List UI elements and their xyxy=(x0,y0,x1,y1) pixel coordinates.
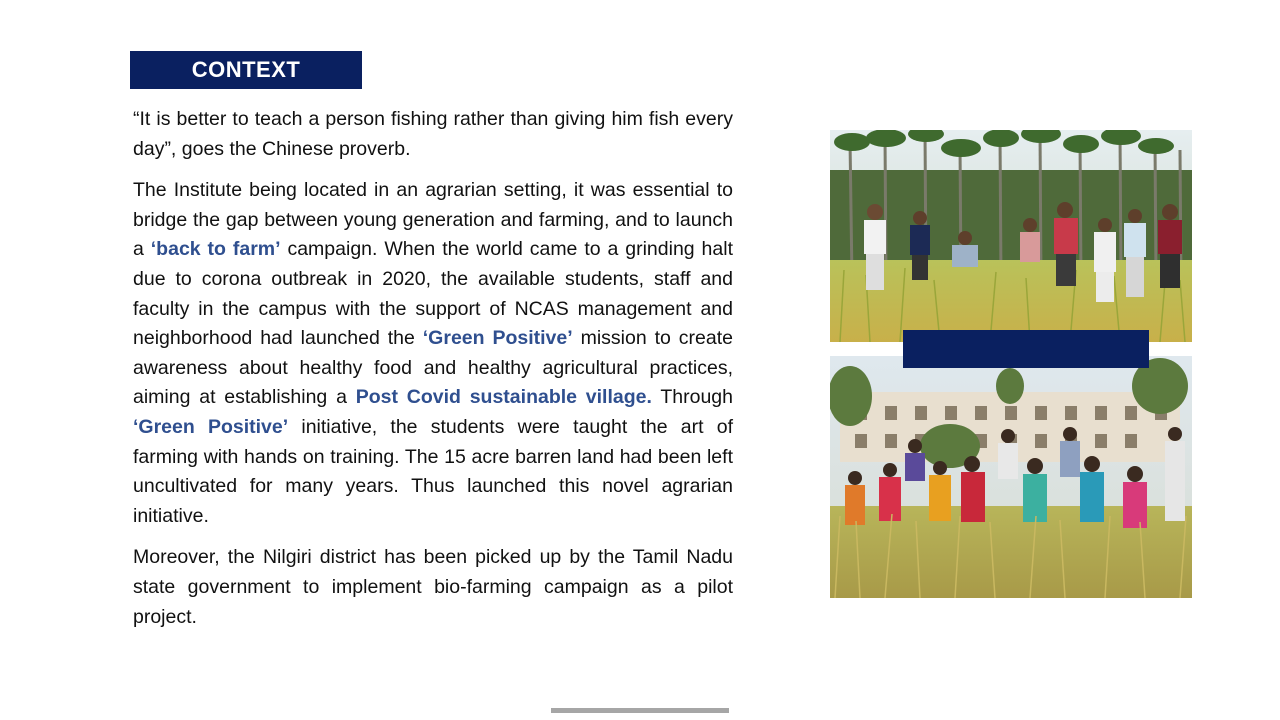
harvest-students-illustration xyxy=(830,356,1192,598)
highlight-post-covid-village: Post Covid sustainable village. xyxy=(355,386,652,409)
field-visit-illustration xyxy=(830,130,1192,342)
highlight-green-positive: ‘Green Positive’ xyxy=(422,327,573,350)
paragraph-proverb: “It is better to teach a person fishing rather than giving him fish every day”, goes the Chinese proverb. xyxy=(133,108,733,160)
text-run: campaign. When the world came to a grinding halt due to corona outbreak in 2020, the available students, staff and faculty in the campus with the support of NCAS management and neighborhood had launched the xyxy=(133,238,733,350)
photo-field-visit xyxy=(830,130,1192,342)
bottom-divider xyxy=(551,708,729,713)
photo-harvest-students xyxy=(830,356,1192,598)
paragraph-nilgiri: Moreover, the Nilgiri district has been picked up by the Tamil Nadu state government to implement bio-farming campaign as a pilot project. xyxy=(133,546,733,628)
text-run: initiative, the students were taught the art of farming with hands on training. The 15 acre barren land had been left uncultivated for many years. Thus launched this novel agrarian initiative. xyxy=(133,415,733,527)
paragraph-context xyxy=(133,176,733,531)
highlight-green-positive-2: ‘Green Positive’ xyxy=(133,415,289,438)
text-run: Through xyxy=(651,386,733,409)
body-text xyxy=(133,105,733,644)
section-title xyxy=(130,51,362,89)
text-run: mission to create awareness about healthy food and healthy agricultural practices, aiming at establishing a xyxy=(133,327,733,409)
highlight-back-to-farm: ‘back to farm’ xyxy=(150,238,281,261)
section-title-label: CONTEXT xyxy=(191,57,301,82)
text-run: The Institute being located in an agrarian setting, it was essential to bridge the gap between young generation and farming, and to launch a xyxy=(133,179,733,261)
photo-overlay-bar xyxy=(903,330,1149,368)
